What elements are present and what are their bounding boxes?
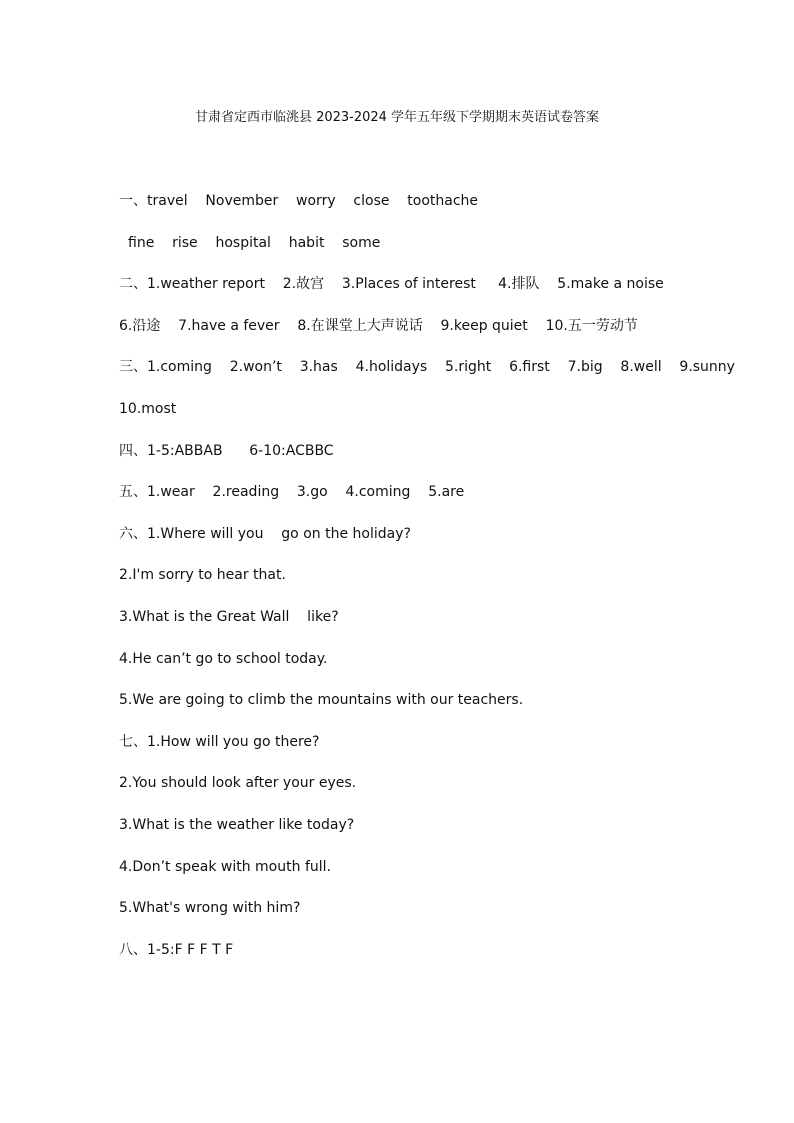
answer-line-4: 6.沿途 7.have a fever 8.在课堂上大声说话 9.keep quiet 10.五一劳动节 [119,317,638,334]
answer-line-8: 五、1.wear 2.reading 3.go 4.coming 5.are [119,484,465,501]
answer-line-17: 4.Don’t speak with mouth full. [119,858,331,875]
answer-lines [119,191,759,981]
answer-line-2: fine rise hospital habit some [128,234,381,251]
answer-line-9: 六、1.Where will you go on the holiday? [119,525,411,542]
answer-line-19: 八、1-5:F F F T F [119,941,234,958]
answer-line-11: 3.What is the Great Wall like? [119,608,339,625]
answer-line-13: 5.We are going to climb the mountains with our teachers. [119,692,524,709]
document-title: 甘肃省定西市临洮县 2023-2024 学年五年级下学期期末英语试卷答案 [194,110,600,125]
answer-line-16: 3.What is the weather like today? [119,816,355,833]
answer-line-14: 七、1.How will you go there? [119,733,320,750]
answer-line-18: 5.What's wrong with him? [119,900,301,917]
answer-line-3: 二、1.weather report 2.故宫 3.Places of interest 4.排队 5.make a noise [119,276,664,293]
answer-line-15: 2.You should look after your eyes. [119,775,357,792]
answer-line-12: 4.He can’t go to school today. [119,650,328,667]
answer-line-1: 一、travel November worry close toothache [119,193,479,209]
answer-line-5: 三、1.coming 2.won’t 3.has 4.holidays 5.right 6.first 7.big 8.well 9.sunny [119,359,735,376]
answer-line-7: 四、1-5:ABBAB 6-10:ACBBC [119,442,334,459]
answer-line-6: 10.most [119,400,177,417]
answer-line-10: 2.I'm sorry to hear that. [119,567,286,584]
